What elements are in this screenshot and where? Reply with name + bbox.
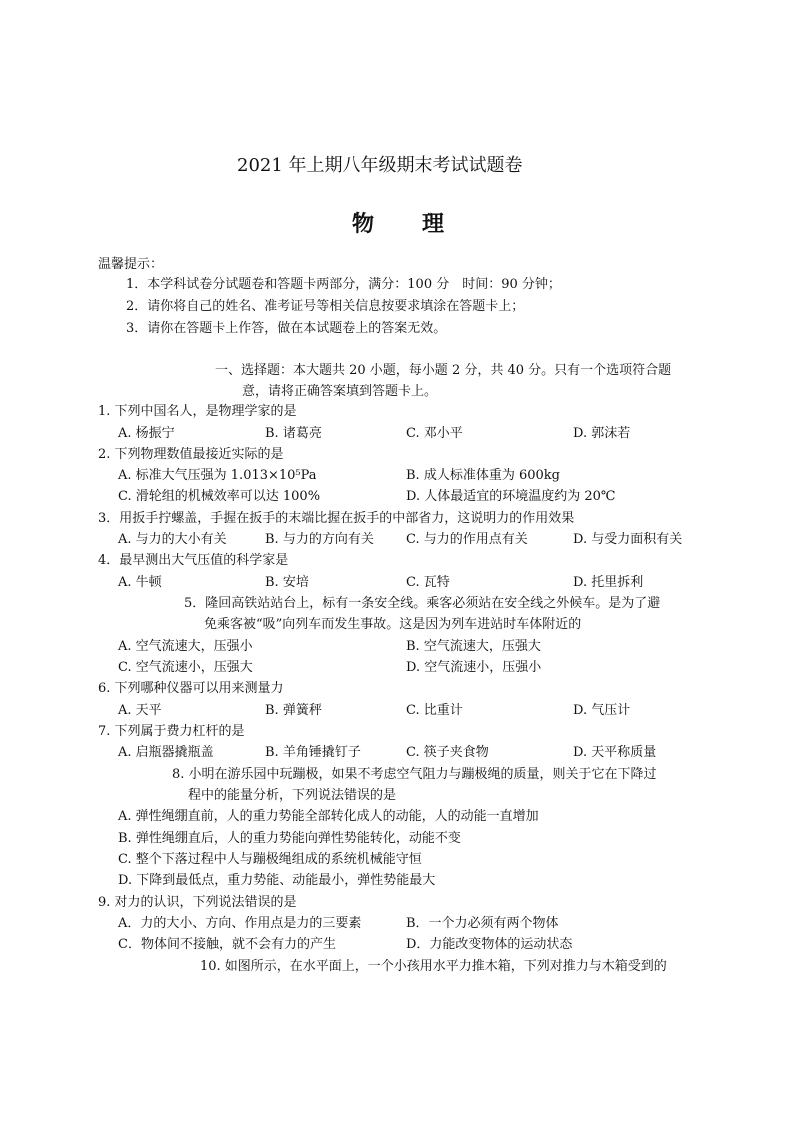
notice-label: 温馨提示： — [98, 257, 164, 272]
option-a: A. 天平 — [118, 703, 162, 718]
question-stem: 9. 对力的认识，下列说法错误的是 — [98, 895, 297, 910]
option-d: D. 郭沫若 — [573, 426, 631, 441]
option-d: D. 下降到最低点，重力势能、动能最小，弹性势能最大 — [118, 873, 436, 888]
question-stem: 2. 下列物理数值最接近实际的是 — [98, 447, 284, 462]
option-b: B. 羊角锤撬钉子 — [265, 745, 361, 760]
page-title: 2021 年上期八年级期末考试试题卷 — [237, 155, 523, 176]
section-heading-cont: 意，请将正确答案填到答题卡上。 — [242, 384, 438, 399]
question-stem: 4．最早测出大气压值的科学家是 — [98, 553, 289, 568]
question-stem-cont: 程中的能量分析，下列说法错误的是 — [188, 788, 397, 803]
question-stem: 10. 如图所示，在水平面上，一个小孩用水平力推木箱，下列对推力与木箱受到的 — [200, 959, 667, 974]
option-c: C．物体间不接触，就不会有力的产生 — [118, 937, 336, 952]
option-b: B. 弹簧秤 — [265, 703, 322, 718]
section-heading: 一、选择题：本大题共 20 小题，每小题 2 分，共 40 分。只有一个选项符合题 — [215, 363, 672, 378]
option-b: B. 弹性绳绷直后，人的重力势能向弹性势能转化，动能不变 — [118, 831, 461, 846]
subject-title-left: 物 — [352, 211, 377, 237]
option-c: C. 邓小平 — [406, 426, 463, 441]
question-stem: 1. 下列中国名人，是物理学家的是 — [98, 404, 297, 419]
option-d: D．力能改变物体的运动状态 — [406, 937, 573, 952]
question-stem: 5．隆回高铁站站台上，标有一条安全线。乘客必须站在安全线之外候车。是为了避 — [184, 596, 661, 611]
option-a: A. 与力的大小有关 — [118, 532, 227, 547]
question-stem-cont: 免乘客被“吸”向列车而发生事故。这是因为列车进站时车体附近的 — [204, 617, 582, 632]
option-d: D. 空气流速小，压强小 — [406, 660, 542, 675]
option-c: C. 筷子夹食物 — [406, 745, 489, 760]
option-c: C. 整个下落过程中人与蹦极绳组成的系统机械能守恒 — [118, 852, 422, 867]
notice-item: 1．本学科试卷分试题卷和答题卡两部分，满分：100 分 时间：90 分钟； — [126, 277, 561, 292]
option-c: C. 与力的作用点有关 — [406, 532, 528, 547]
option-d: D. 与受力面积有关 — [573, 532, 683, 547]
option-b: B. 安培 — [265, 575, 309, 590]
subject-title-right: 理 — [422, 211, 447, 237]
option-a: A. 启瓶器撬瓶盖 — [118, 745, 214, 760]
option-b: B. 成人标准体重为 600kg — [406, 468, 560, 483]
option-d: D. 人体最适宜的环境温度约为 20℃ — [406, 489, 616, 504]
option-a: A．力的大小、方向、作用点是力的三要素 — [118, 916, 362, 931]
option-a: A. 弹性绳绷直前，人的重力势能全部转化成人的动能，人的动能一直增加 — [118, 809, 539, 824]
option-b: B. 诸葛亮 — [265, 426, 322, 441]
option-b: B. 与力的方向有关 — [265, 532, 374, 547]
option-c: C. 比重计 — [406, 703, 463, 718]
option-b: B. 空气流速大，压强大 — [406, 639, 541, 654]
option-d: D. 气压计 — [573, 703, 631, 718]
option-d: D. 天平称质量 — [573, 745, 657, 760]
option-a: A. 空气流速大，压强小 — [118, 639, 253, 654]
option-b: B．一个力必须有两个物体 — [406, 916, 559, 931]
notice-item: 3．请你在答题卡上作答，做在本试题卷上的答案无效。 — [126, 321, 447, 336]
question-stem: 8. 小明在游乐园中玩蹦极，如果不考虑空气阻力与蹦极绳的质量，则关于它在下降过 — [172, 767, 657, 782]
option-c: C. 瓦特 — [406, 575, 450, 590]
option-a: A. 杨振宁 — [118, 426, 175, 441]
option-c: C. 滑轮组的机械效率可以达 100% — [118, 489, 321, 504]
question-stem: 3．用扳手拧螺盖，手握在扳手的末端比握在扳手的中部省力，这说明力的作用效果 — [98, 511, 575, 526]
option-a: A. 标准大气压强为 1.013×10⁵Pa — [118, 468, 317, 483]
option-c: C. 空气流速小，压强大 — [118, 660, 253, 675]
question-stem: 6. 下列哪种仪器可以用来测量力 — [98, 681, 284, 696]
notice-item: 2．请你将自己的姓名、准考证号等相关信息按要求填涂在答题卡上； — [126, 299, 525, 314]
option-d: D. 托里拆利 — [573, 575, 644, 590]
question-stem: 7. 下列属于费力杠杆的是 — [98, 724, 245, 739]
option-a: A. 牛顿 — [118, 575, 162, 590]
